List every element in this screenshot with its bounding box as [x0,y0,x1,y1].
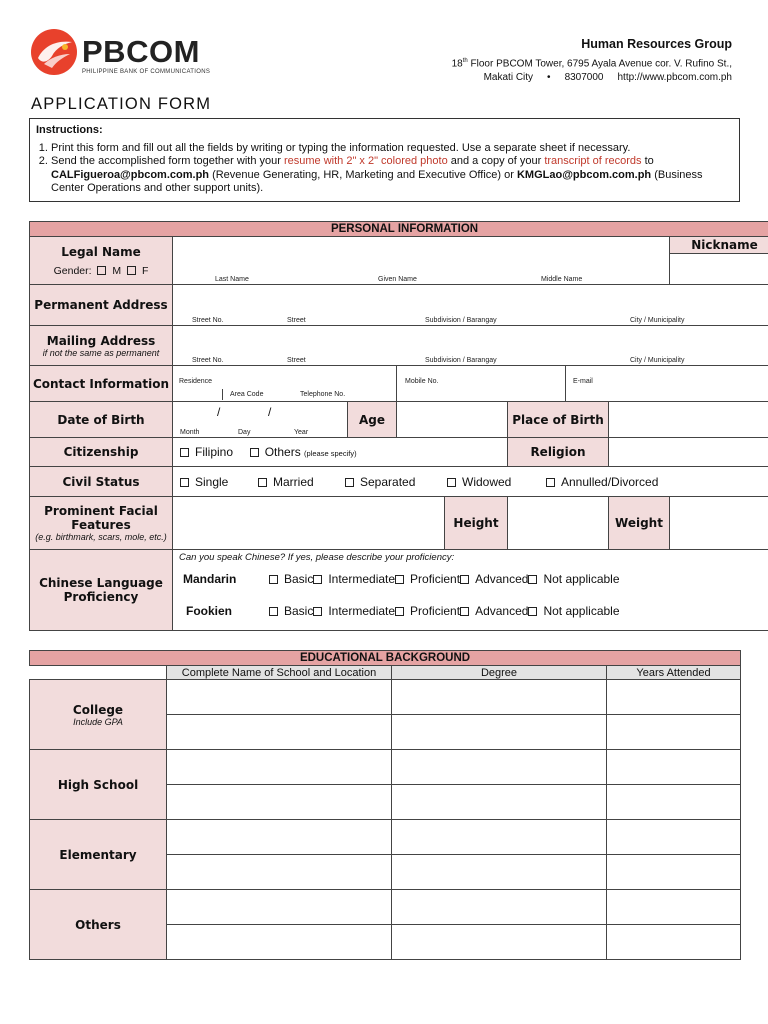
single-checkbox[interactable] [180,478,189,487]
mobile-field[interactable]: Mobile No. [397,366,566,402]
elem-school-field-2[interactable] [167,855,392,890]
high-school-label: High School [30,750,167,820]
civil-status-options: Single Married Separated Widowed Annulled/Divorced [173,467,768,497]
college-years-field-1[interactable] [607,680,741,715]
years-column-header: Years Attended [607,666,741,680]
others-school-field-2[interactable] [167,925,392,960]
mailing-address-label: Mailing Address if not the same as permanent [30,326,173,366]
mandarin-na-checkbox[interactable] [528,575,537,584]
elementary-label: Elementary [30,820,167,890]
hs-degree-field-1[interactable] [392,750,607,785]
mandarin-intermediate-checkbox[interactable] [313,575,322,584]
education-heading: EDUCATIONAL BACKGROUND [30,651,741,666]
permanent-address-field[interactable]: Street No. Street Subdivision / Barangay City / Municipality [173,285,768,326]
chinese-proficiency-label: Chinese Language Proficiency [30,550,173,631]
gender-f-checkbox[interactable] [127,266,136,275]
instruction-item-2: 2. Send the accomplished form together with your resume with 2" x 2" colored photo and a copy of your transcript of records to CALFigueroa@pbcom.com.ph (Revenue Generating, HR, Marketing and Executive Office) or KMGLao@pbcom.com.ph (Business Center Operations and other support units). [51,155,733,196]
college-school-field-1[interactable] [167,680,392,715]
weight-label: Weight [609,497,670,550]
nickname-cell[interactable] [670,237,768,285]
others-school-field-1[interactable] [167,890,392,925]
chinese-question: Can you speak Chinese? If yes, please describe your proficiency: [179,552,455,563]
facial-features-field[interactable] [173,497,445,550]
brand-subtitle: PHILIPPINE BANK OF COMMUNICATIONS [82,69,211,75]
college-degree-field-1[interactable] [392,680,607,715]
legal-name-label: Legal Name Gender: M F [30,237,173,285]
married-checkbox[interactable] [258,478,267,487]
place-of-birth-label: Place of Birth [508,402,609,438]
hs-years-field-1[interactable] [607,750,741,785]
personal-information-table [29,221,768,631]
separated-checkbox[interactable] [345,478,354,487]
elem-degree-field-1[interactable] [392,820,607,855]
others-degree-field-2[interactable] [392,925,607,960]
residence-field[interactable]: Residence Area Code Telephone No. [173,366,397,402]
educational-background-table [29,650,741,960]
mailing-address-field[interactable]: Street No. Street Subdivision / Barangay City / Municipality [173,326,768,366]
email-link-1[interactable]: CALFigueroa@pbcom.com.ph [51,168,210,181]
degree-column-header: Degree [392,666,607,680]
college-years-field-2[interactable] [607,715,741,750]
facial-features-label: Prominent Facial Features (e.g. birthmark, scars, mole, etc.) [30,497,173,550]
fookien-basic-checkbox[interactable] [269,607,278,616]
college-school-field-2[interactable] [167,715,392,750]
hs-years-field-2[interactable] [607,785,741,820]
fookien-advanced-checkbox[interactable] [460,607,469,616]
gender-m-checkbox[interactable] [97,266,106,275]
height-field[interactable] [508,497,609,550]
pbcom-logo-icon [30,28,78,76]
age-field[interactable] [397,402,508,438]
elem-degree-field-2[interactable] [392,855,607,890]
others-years-field-2[interactable] [607,925,741,960]
hr-address: 18th Floor PBCOM Tower, 6795 Ayala Avenue cor. V. Rufino St., Makati City • 8307000 http://www.pbcom.com.ph [451,58,732,84]
date-of-birth-label: Date of Birth [30,402,173,438]
hs-school-field-1[interactable] [167,750,392,785]
others-checkbox[interactable] [250,448,259,457]
hs-degree-field-2[interactable] [392,785,607,820]
civil-status-label: Civil Status [30,467,173,497]
instructions-box [29,118,740,202]
page-title: APPLICATION FORM [31,95,212,113]
annulled-checkbox[interactable] [546,478,555,487]
elem-years-field-2[interactable] [607,855,741,890]
elem-school-field-1[interactable] [167,820,392,855]
mandarin-proficient-checkbox[interactable] [395,575,404,584]
fookien-na-checkbox[interactable] [528,607,537,616]
citizenship-label: Citizenship [30,438,173,467]
elem-years-field-1[interactable] [607,820,741,855]
others-degree-field-1[interactable] [392,890,607,925]
mandarin-row: Mandarin Basic Intermediate Proficient Advanced Not applicable [183,572,620,586]
mandarin-basic-checkbox[interactable] [269,575,278,584]
instruction-item-1: 1. Print this form and fill out all the fields by writing or typing the information requested. Use a separate sheet if necessary. [51,142,733,156]
others-label: Others [30,890,167,960]
place-of-birth-field[interactable] [609,402,768,438]
school-column-header: Complete Name of School and Location [167,666,392,680]
hs-school-field-2[interactable] [167,785,392,820]
legal-name-field[interactable]: Last Name Given Name Middle Name [173,237,670,285]
religion-field[interactable] [609,438,768,467]
fookien-intermediate-checkbox[interactable] [313,607,322,616]
email-link-2[interactable]: KMGLao@pbcom.com.ph [516,168,652,181]
age-label: Age [348,402,397,438]
college-degree-field-2[interactable] [392,715,607,750]
fookien-proficient-checkbox[interactable] [395,607,404,616]
website-link[interactable]: http://www.pbcom.com.ph [617,72,732,84]
brand-name: PBCOM [82,34,200,69]
contact-information-label: Contact Information [30,366,173,402]
citizenship-options: Filipino Others (please specify) [173,438,508,467]
email-field[interactable]: E-mail [566,366,768,402]
mandarin-advanced-checkbox[interactable] [460,575,469,584]
height-label: Height [445,497,508,550]
filipino-checkbox[interactable] [180,448,189,457]
instructions-heading: Instructions: [36,124,103,136]
nickname-label: Nickname [670,237,768,254]
widowed-checkbox[interactable] [447,478,456,487]
hr-group-title: Human Resources Group [581,37,732,51]
permanent-address-label: Permanent Address [30,285,173,326]
weight-field[interactable] [670,497,768,550]
college-label: College Include GPA [30,680,167,750]
religion-label: Religion [508,438,609,467]
personal-info-heading: PERSONAL INFORMATION [30,222,768,237]
gender-options: Gender: M F [53,264,149,277]
chinese-proficiency-field [173,550,768,631]
fookien-row: Fookien Basic Intermediate Proficient Advanced Not applicable [186,604,620,618]
date-of-birth-field[interactable]: / / Month Day Year [173,402,348,438]
others-years-field-1[interactable] [607,890,741,925]
